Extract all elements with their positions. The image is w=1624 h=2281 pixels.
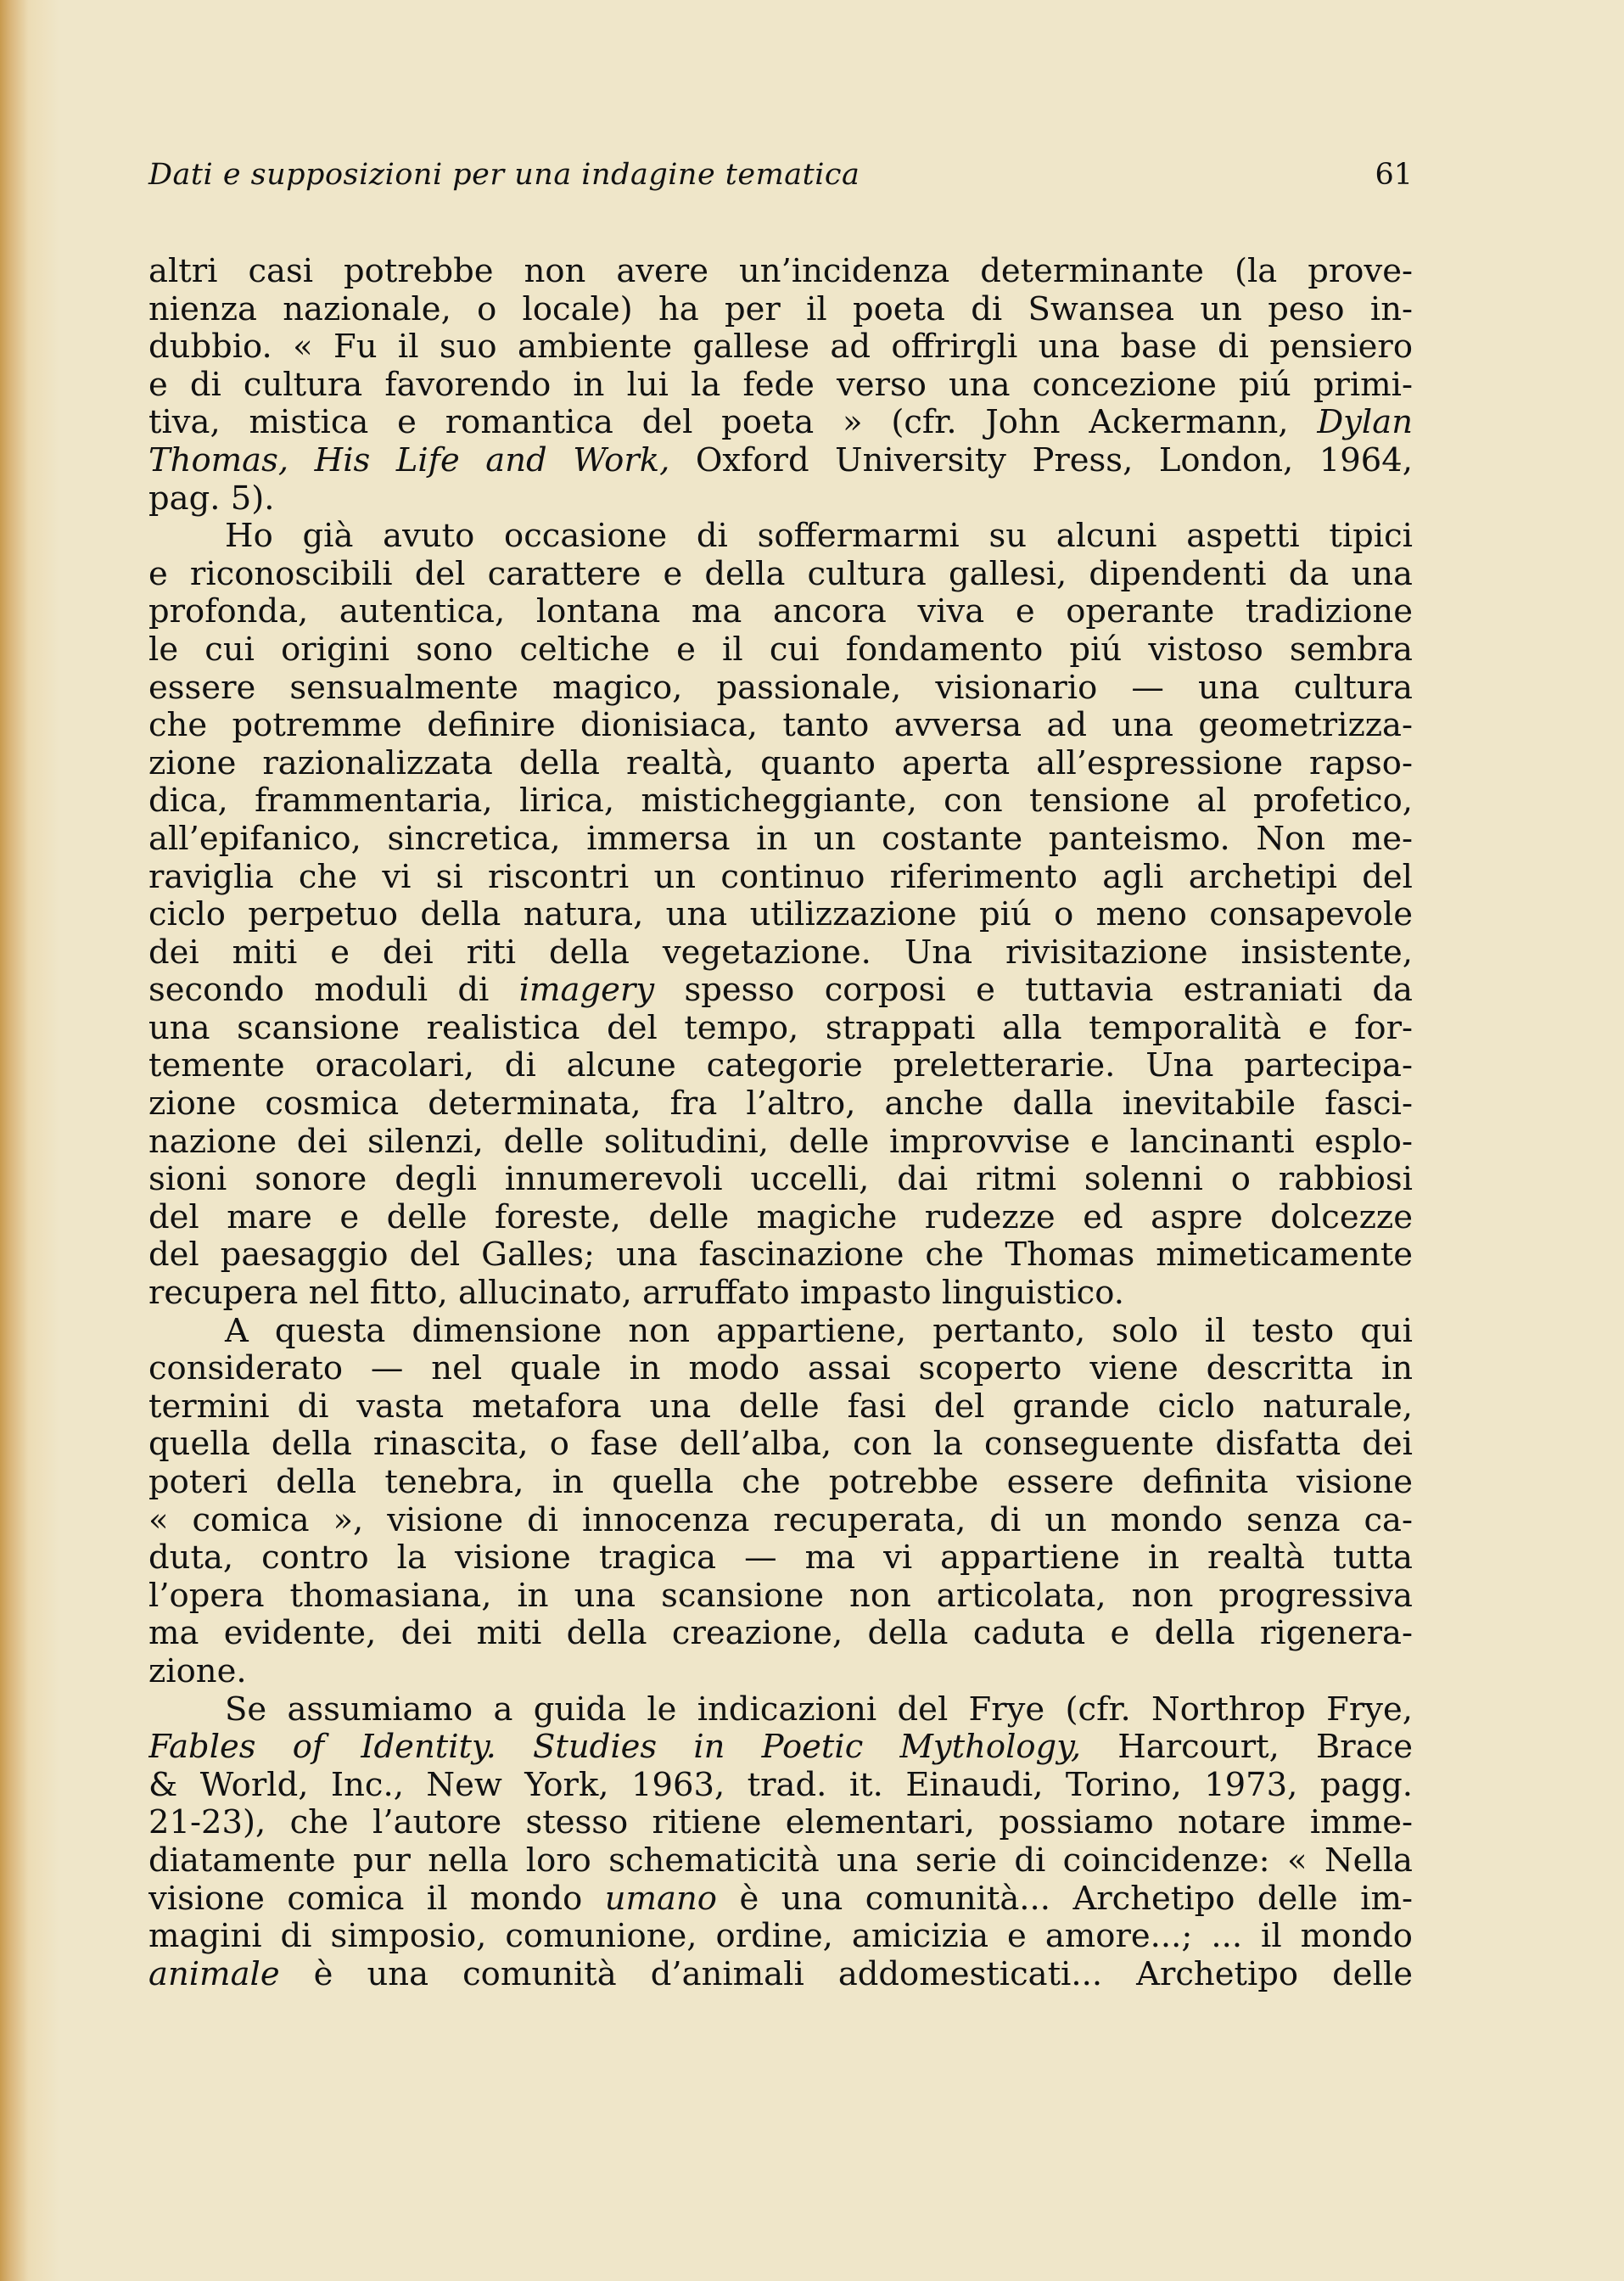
text-segment: e riconoscibili del carattere e della cultura gallesi, dipendenti da una (148, 555, 1413, 593)
italic-text: Fables of Identity. Studies in Poetic Mythology, (148, 1729, 1082, 1767)
text-segment: è una comunità d’animali addomesticati... Archetipo delle (279, 1955, 1413, 1993)
text-line (148, 1767, 1413, 1805)
text-segment: spesso corposi e tuttavia estraniati da (654, 972, 1413, 1010)
text-segment: l’opera thomasiana, in una scansione non articolata, non progressiva (148, 1577, 1413, 1615)
text-segment: zione. (148, 1652, 247, 1690)
text-segment: altri casi potrebbe non avere un’incidenza determinante (la prove- (148, 253, 1413, 290)
text-line (148, 1842, 1413, 1880)
page-number: 61 (1375, 158, 1413, 192)
text-segment: recupera nel fitto, allucinato, arruffato impasto linguistico. (148, 1275, 1124, 1313)
text-segment: all’epifanico, sincretica, immersa in un costante panteismo. Non me- (148, 820, 1413, 858)
text-segment: quella della rinascita, o fase dell’alba, con la conseguente disfatta dei (148, 1426, 1413, 1464)
text-segment: zione cosmica determinata, fra l’altro, anche dalla inevitabile fasci- (148, 1085, 1413, 1124)
text-segment: Oxford University Press, London, 1964, (669, 441, 1413, 479)
italic-text: Dylan (1317, 404, 1413, 442)
text-segment: profonda, autentica, lontana ma ancora viva e operante tradizione (148, 593, 1413, 631)
text-line (148, 367, 1413, 405)
text-segment: e di cultura favorendo in lui la fede verso una concezione piú primi- (148, 366, 1413, 404)
text-segment: raviglia che vi si riscontri un continuo riferimento agli archetipi del (148, 858, 1413, 896)
text-line (148, 480, 1413, 518)
text-line (148, 859, 1413, 897)
text-segment: termini di vasta metafora una delle fasi del grande ciclo naturale, (148, 1387, 1413, 1426)
text-segment: secondo moduli di (148, 972, 519, 1010)
text-segment: considerato — nel quale in modo assai scoperto viene descritta in (148, 1350, 1413, 1388)
text-line (148, 896, 1413, 934)
text-segment: che potremme definire dionisiaca, tanto avversa ad una geometrizza- (148, 707, 1413, 745)
page-header (148, 158, 1413, 205)
text-line (148, 1956, 1413, 1994)
text-line (148, 291, 1413, 329)
text-segment: nazione dei silenzi, delle solitudini, delle improvvise e lancinanti esplo- (148, 1123, 1413, 1161)
text-line (148, 1388, 1413, 1426)
text-line (148, 1502, 1413, 1540)
text-line (148, 1313, 1413, 1351)
text-line (148, 972, 1413, 1010)
text-segment: una scansione realistica del tempo, strappati alla temporalità e for- (148, 1009, 1413, 1047)
text-line (148, 821, 1413, 859)
text-line (148, 593, 1413, 631)
text-line (148, 1804, 1413, 1842)
text-line (148, 1691, 1413, 1729)
text-line (148, 1578, 1413, 1616)
text-segment: dei miti e dei riti della vegetazione. Una rivisitazione insistente, (148, 933, 1413, 972)
text-line (148, 1918, 1413, 1956)
running-head: Dati e supposizioni per una indagine tematica (148, 158, 860, 192)
text-segment: magini di simposio, comunione, ordine, amicizia e amore...; ... il mondo (148, 1918, 1413, 1956)
text-segment: duta, contro la visione tragica — ma vi appartiene in realtà tutta (148, 1539, 1413, 1578)
text-line (148, 1085, 1413, 1124)
text-line (148, 1275, 1413, 1313)
text-segment: le cui origini sono celtiche e il cui fondamento piú vistoso sembra (148, 630, 1413, 669)
text-line (148, 1236, 1413, 1275)
text-segment: tiva, mistica e romantica del poeta » (cfr. John Ackermann, (148, 404, 1318, 442)
text-segment: dica, frammentaria, lirica, misticheggiante, con tensione al profetico, (148, 782, 1413, 821)
text-segment: sioni sonore degli innumerevoli uccelli, dai ritmi solenni o rabbiosi (148, 1161, 1413, 1199)
text-line (148, 253, 1413, 291)
text-segment: ma evidente, dei miti della creazione, della caduta e della rigenera- (148, 1615, 1413, 1653)
text-segment: Ho già avuto occasione di soffermarmi su alcuni aspetti tipici (225, 518, 1413, 556)
text-line (148, 1161, 1413, 1199)
text-segment: dubbio. « Fu il suo ambiente gallese ad offrirgli una base di pensiero (148, 328, 1413, 367)
text-line (148, 745, 1413, 783)
text-line (148, 1350, 1413, 1388)
italic-text: imagery (518, 972, 655, 1010)
text-segment: è una comunità... Archetipo delle im- (716, 1880, 1413, 1918)
text-line (148, 442, 1413, 480)
text-segment: A questa dimensione non appartiene, pertanto, solo il testo qui (225, 1312, 1413, 1350)
text-line (148, 1199, 1413, 1237)
text-line (148, 631, 1413, 670)
text-line (148, 1010, 1413, 1048)
text-line (148, 518, 1413, 556)
text-line (148, 670, 1413, 708)
text-segment: Se assumiamo a guida le indicazioni del Frye (cfr. Northrop Frye, (225, 1690, 1413, 1729)
text-segment: pag. 5). (148, 479, 275, 518)
text-segment: temente oracolari, di alcune categorie preletterarie. Una partecipa- (148, 1047, 1413, 1085)
text-segment: visione comica il mondo (148, 1880, 605, 1918)
text-line (148, 1426, 1413, 1464)
text-segment: del paesaggio del Galles; una fascinazione che Thomas mimeticamente (148, 1236, 1413, 1275)
italic-text: animale (148, 1955, 280, 1993)
text-segment: « comica », visione di innocenza recuperata, di un mondo senza ca- (148, 1501, 1413, 1539)
text-line (148, 934, 1413, 972)
text-line (148, 328, 1413, 367)
body-text (148, 253, 1413, 1993)
text-line (148, 404, 1413, 442)
text-segment: ciclo perpetuo della natura, una utilizzazione piú o meno consapevole (148, 896, 1413, 934)
text-segment: diatamente pur nella loro schematicità una serie di coincidenze: « Nella (148, 1841, 1413, 1880)
text-line (148, 1464, 1413, 1502)
text-line (148, 707, 1413, 745)
text-segment: zione razionalizzata della realtà, quanto aperta all’espressione rapso- (148, 744, 1413, 782)
text-segment: Harcourt, Brace (1081, 1729, 1413, 1767)
text-segment: essere sensualmente magico, passionale, visionario — una cultura (148, 669, 1413, 707)
text-line (148, 1653, 1413, 1691)
text-segment: 21-23), che l’autore stesso ritiene elementari, possiamo notare imme- (148, 1804, 1413, 1842)
text-line (148, 1729, 1413, 1767)
text-line (148, 1124, 1413, 1162)
text-line (148, 1615, 1413, 1653)
text-segment: nienza nazionale, o locale) ha per il poeta di Swansea un peso in- (148, 290, 1413, 328)
text-line (148, 1880, 1413, 1919)
text-segment: poteri della tenebra, in quella che potrebbe essere definita visione (148, 1464, 1413, 1501)
text-line (148, 556, 1413, 594)
text-line (148, 782, 1413, 821)
text-segment: del mare e delle foreste, delle magiche rudezze ed aspre dolcezze (148, 1198, 1413, 1236)
italic-text: umano (604, 1880, 717, 1918)
text-line (148, 1047, 1413, 1085)
text-segment: & World, Inc., New York, 1963, trad. it. Einaudi, Torino, 1973, pagg. (148, 1766, 1413, 1804)
italic-text: Thomas, His Life and Work, (148, 441, 670, 479)
text-line (148, 1539, 1413, 1578)
